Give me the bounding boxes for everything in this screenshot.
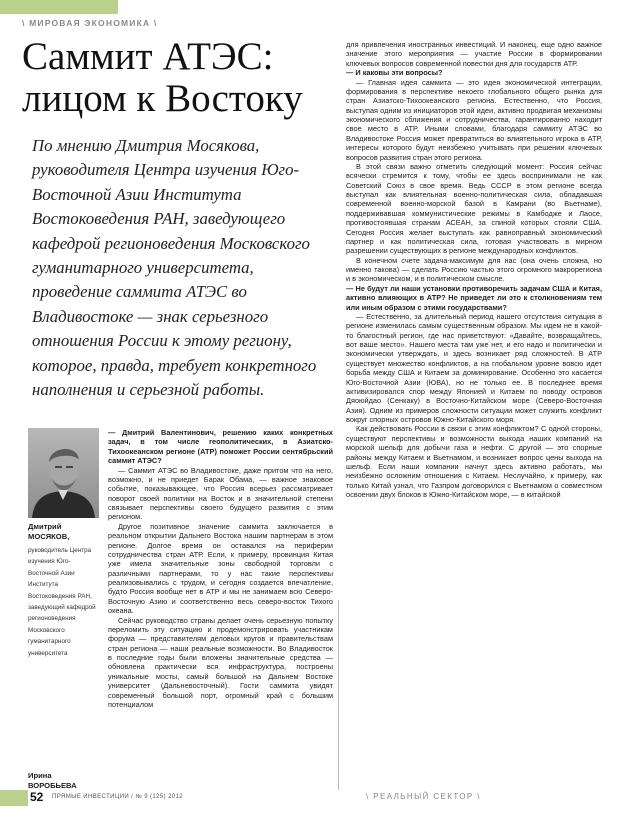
article-paragraph: Сейчас руководство страны делает очень серьезную попытку переломить эту ситуацию и продемонстрировать участникам форума — представителям деловых кругов и правительствам стран региона — наши реальные возможности. Во Владивосток в последние годы были вложены значительные средства — обновлена практически вся инфраструктура, построены уникальные мосты, самый большой на Дальнем Востоке университет (Дальневосточный). Гости саммита увидят современный большой порт, огромный край с большим потенциалом <box>108 615 333 709</box>
article-paragraph: — Естественно, за длительный период нашего отсутствия ситуация в регионе изменилась самым существенным образом. Мы идем не в какой-то благостный регион, где нас приветствуют: «Давайте, возвращайтесь, вот ваше место». Нашего места там уже нет, и его надо и политически и экономически утверждать, и здесь возникает ряд сложностей. В АТР существует множество конфликтов, а на глобальном уровне вовсю идет борьба между США и Китаем за доминирование. Особенно это касается Юго-Восточной Азии (ЮВА), но не только ее. В последнее время активизировался спор между Японией и Китаем по поводу островов Дяоюйдао (Сенкаку) в Восточно-Китайском море (Северо-Восточная Азия). Одним из примеров сложности ситуации может служить конфликт вокруг спорных островов Южно-Китайского моря. <box>346 311 602 424</box>
rubric: \ МИРОВАЯ ЭКОНОМИКА \ <box>22 18 158 28</box>
interview-question: — Не будут ли наши установки противоречить задачам США и Китая, активно влияющих в АТР? Не приведет ли это к столкновениям тем или иным образом с этими государствами? <box>346 283 602 312</box>
article-paragraph: — Саммит АТЭС во Владивостоке, даже притом что на него, возможно, и не приедет Барак Обама, — важное знаковое событие, показывающее, что Россия всерьез рассматривает поворот своей политики на Восток и в значительной степени связывает перспективы своего будущего развития с этим регионом. <box>108 465 333 522</box>
title-line-1: Саммит АТЭС: <box>22 35 274 78</box>
article-paragraph: Другое позитивное значение саммита заключается в реальном открытии Дальнего Востока нашим партнерам в этом регионе. Долгое время он оставался на периферии сотрудничества стран АТР. Если, к примеру, провинция Китая уже имела значительные зоны свободной торговли с различными партнерами, то у нас такие перспективы реализовывались с трудом, и сегодня создается впечатление, будто Россия вообще нет в АТР и мы не занимаем всю Северо-Восточную Азию и соответственно весь северо-восток Тихого океана. <box>108 521 333 616</box>
footer-accent-bar <box>0 790 28 806</box>
article-paragraph: В этой связи важно отметить следующий момент: Россия сейчас всячески стремится к тому, чтобы ее здесь воспринимали не как Советский Союз в свое время. Ведь СССР в этом регионе всегда выступал как влиятельная военно-политическая сила, обладавшая современной военно-морской базой в Камрани (во Вьетнаме), поддерживавшая коммунистические режимы в Камбодже и Лаосе, противостоявшая странам АСЕАН, за спиной которых стояли США. Сегодня Россия желает выступать как равноправный экономический партнер и как политическая сила, готовая участвовать в мирном разрешении существующих в регионе международных конфликтов. <box>346 161 602 256</box>
article-paragraph: Как действовать России в связи с этим конфликтом? С одной стороны, существуют перспективы и возможности выхода наших компаний на морской шельф для добычи газа и нефти. С другой — это спорные районы между Китаем и Вьетнамом, и возникает вопрос цены выхода на шельф. Если наши компании начнут здесь активно работать, мы неизбежно осложним отношения с Китаем. Неслучайно, к примеру, как только Китай узнал, что Газпром договорился с Вьетнамом о совместном освоении двух блоков в Южно-Китайском море, — в китайской <box>346 424 602 499</box>
author-last-name: ВОРОБЬЕВА <box>28 781 77 790</box>
caption-last-name: МОСЯКОВ, <box>28 532 70 541</box>
interview-question: — Дмитрий Валентинович, решению каких конкретных задач, в том числе геополитических, в Азиатско-Тихоокеанском регионе (АТР) поможет России сентябрьский саммит АТЭС? <box>108 428 333 466</box>
article-paragraph: для привлечения иностранных инвестиций. И наконец, еще одно важное значение этого мероприятия — участие России в формировании ключевых вопросов современной повестки дня для государств АТР. <box>346 40 602 68</box>
article-column-middle <box>108 428 333 709</box>
author-byline <box>28 771 77 791</box>
photo-caption-name <box>28 522 69 542</box>
author-first-name: Ирина <box>28 771 52 780</box>
caption-first-name: Дмитрий <box>28 522 62 531</box>
article-title <box>22 36 342 120</box>
interview-question: — И каковы эти вопросы? <box>346 68 443 78</box>
title-line-2: лицом к Востоку <box>22 77 303 120</box>
lead-paragraph: По мнению Дмитрия Мосякова, руководителя Центра изучения Юго-Восточной Азии Института Востоковедения РАН, заведующего кафедрой регионоведения Московского гуманитарного университета, проведение саммита АТЭС во Владивостоке — знак серьезного отношения России к этому региону, которое, правда, требует конкретного наполнения и серьезной работы. <box>32 136 317 400</box>
column-divider <box>338 600 339 790</box>
section-name: \ РЕАЛЬНЫЙ СЕКТОР \ <box>366 792 481 801</box>
header-accent-bar <box>0 0 118 14</box>
photo-caption-role: руководитель Центра изучения Юго-Восточной Азии Института Востоковедения РАН, заведующий кафедрой регионоведения Московского гуманитарного университета <box>28 547 96 657</box>
portrait-photo <box>28 428 99 518</box>
article-paragraph: — Главная идея саммита — это идея экономической интеграции, формирования в перспективе некоего глобального общего рынка для стран Азиатско-Тихоокеанского региона. Естественно, что Россия, выступая одним из инициаторов этой идеи, активно продвигая механизмы экономического сближения и сотрудничества, гарантированно находит свое место в АТР. Иными словами, благодаря саммиту АТЭС во Владивостоке Россия может превратиться во влиятельного игрока в АТР, интересы которого будут неизбежно учитывать при решении ключевых вопросов развития стран этого региона. <box>346 77 602 162</box>
page-number: 52 <box>30 790 44 804</box>
magazine-issue: ПРЯМЫЕ ИНВЕСТИЦИИ / № 9 (125) 2012 <box>52 794 184 800</box>
article-paragraph: В конечном счете задача-максимум для нас (она очень сложна, но именно такова) — сделать Россию частью этого огромного макрорегиона и в экономическом, и в политическом смысле. <box>346 255 602 284</box>
article-column-right <box>346 40 602 499</box>
